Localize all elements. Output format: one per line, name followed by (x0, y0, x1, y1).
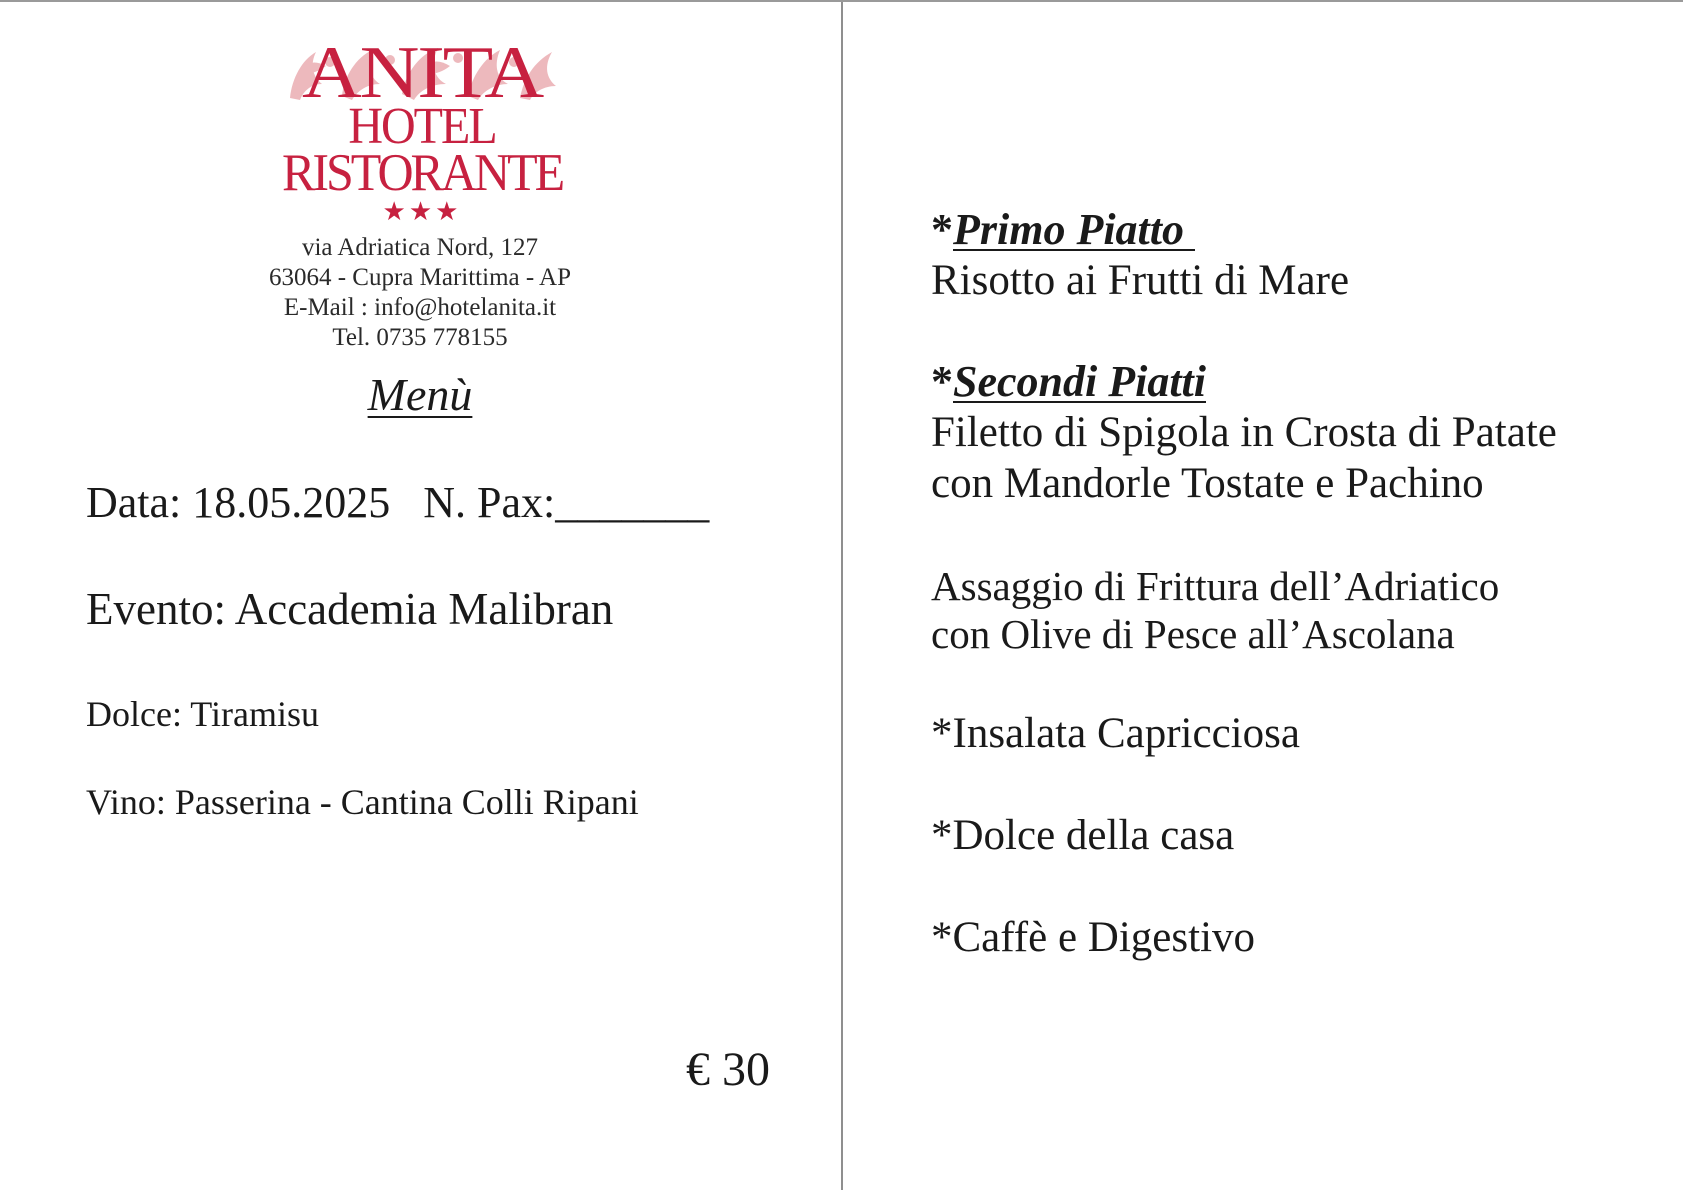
secondi-dish-line2: con Mandorle Tostate e Pachino (931, 460, 1484, 507)
address-city: 63064 - Cupra Marittima - AP (268, 264, 572, 291)
secondi-piatti-heading (931, 357, 1671, 407)
secondi-asterisk: * (931, 357, 953, 406)
wine-line: Vino: Passerina - Cantina Colli Ripani (86, 782, 639, 822)
secondi-dish-line1: Filetto di Spigola in Crosta di Patate (931, 409, 1557, 456)
date-pax-line: Data: 18.05.2025 N. Pax:_______ (86, 478, 710, 527)
menu-title: Menù (367, 369, 473, 420)
left-panel (0, 0, 841, 1190)
price: € 30 (686, 1043, 770, 1096)
primo-asterisk: * (931, 205, 953, 254)
secondi-heading-text: Secondi Piatti (953, 357, 1206, 406)
hotel-logo (282, 32, 563, 226)
frittura-line1: Assaggio di Frittura dell’Adriatico (931, 563, 1500, 609)
caffe-item: *Caffè e Digestivo (931, 914, 1256, 961)
primo-piatto-heading (931, 205, 1671, 255)
address-block (190, 233, 650, 353)
frittura-line2: con Olive di Pesce all’Ascolana (931, 611, 1455, 657)
logo-ristorante-text: RISTORANTE (282, 142, 563, 202)
primo-heading-text: Primo Piatto (953, 205, 1195, 254)
address-street: via Adriatica Nord, 127 (301, 234, 539, 261)
dolce-item: *Dolce della casa (931, 812, 1235, 859)
logo-hotel-text: HOTEL (348, 97, 496, 156)
address-email: E-Mail : info@hotelanita.it (283, 294, 557, 321)
dessert-line: Dolce: Tiramisu (86, 694, 320, 734)
insalata-item: *Insalata Capricciosa (931, 710, 1300, 757)
event-line: Evento: Accademia Malibran (86, 584, 614, 634)
logo-wordmark: ANITA (302, 32, 542, 114)
primo-dish: Risotto ai Frutti di Mare (931, 257, 1350, 304)
address-phone: Tel. 0735 778155 (332, 324, 508, 351)
star-rating-icon: ★★★ (382, 197, 462, 226)
